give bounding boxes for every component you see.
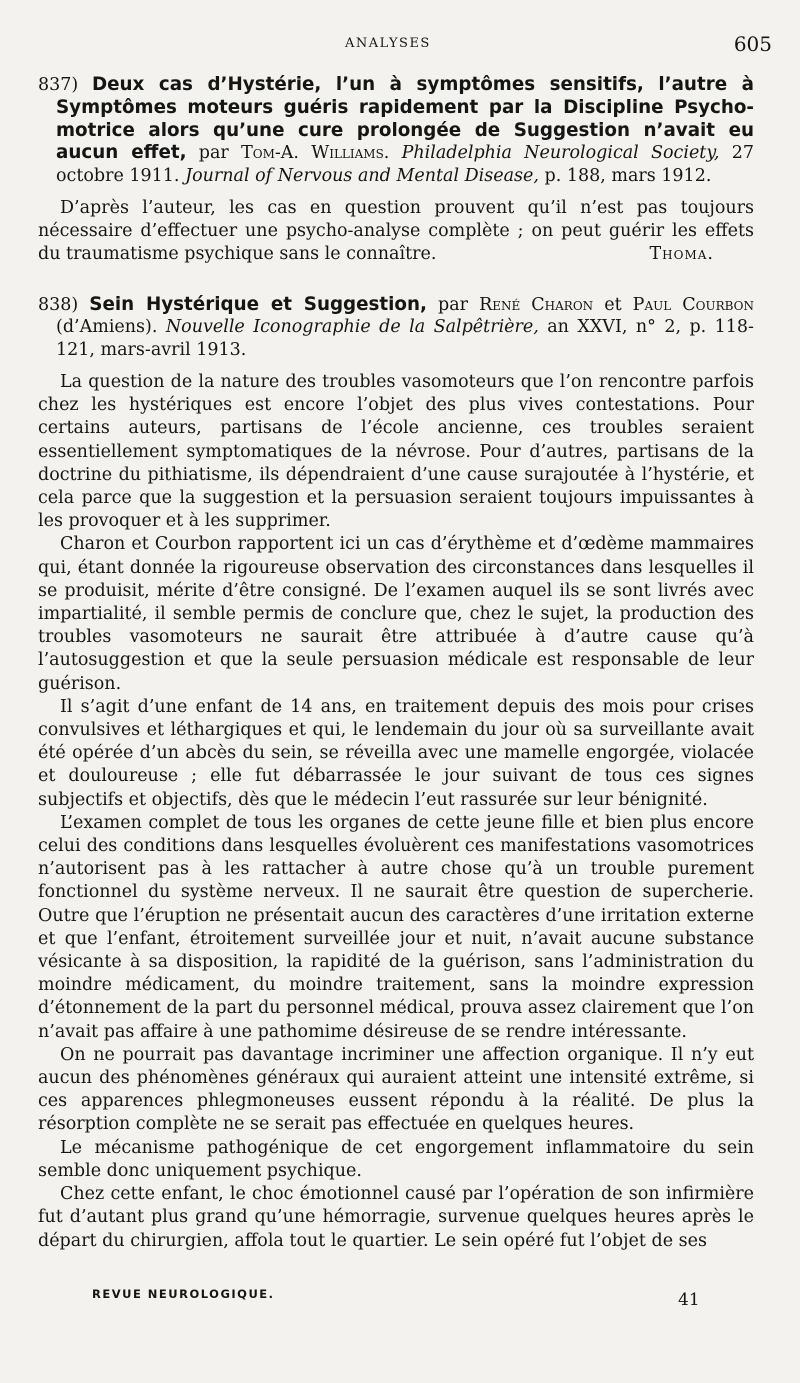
entry-paragraph: Charon et Courbon rapportent ici un cas d’érythème et d’œdème mammaires qui, étant donnée la rigoureuse observation des circonstances dans lesquelles il se produisit, mérite d’être consigné. De l’examen auquel ils se sont livrés avec impartialité, il semble permis de conclure que, chez le sujet, la production des troubles vasomoteurs ne saurait être attribuée à d’autre cause qu’à l’autosuggestion et que la seule persuasion médicale est responsable de leur guérison. [38,534,754,694]
entry-separator [38,267,754,294]
entry-journal: Journal of Nervous and Mental Disease, [185,166,539,187]
entry-author: Tom-A. Williams. [241,143,390,164]
entry-pages: p. 188, mars 1912. [544,166,712,187]
entry-title: Sein Hystérique et Suggestion, [89,293,427,315]
running-title: ANALYSES [345,36,431,51]
paragraph-text: D’après l’auteur, les cas en question prouvent qu’il n’est pas toujours nécessaire d’effectuer une psycho-analyse complète ; on peut guérir les effets du traumatisme psychique sans le connaître. [38,197,754,265]
entry-title: Deux cas d’Hystérie, l’un à symptômes sensitifs, l’autre à Symptômes moteurs guéris rapidement par la Discipline Psycho-motrice alors qu’une cure prolongée de Suggestion n’avait eu aucun effet, [56,74,754,164]
running-head [0,34,800,58]
entry-details: an XXVI, n° 2, p. 118-121, mars-avril 1913. [56,317,754,361]
signature-mark: 41 [678,1290,700,1310]
entry-heading [38,294,754,362]
page-content [38,74,754,1253]
by-word: par [438,294,469,315]
abstract-entry-837 [38,74,754,267]
entry-journal: Nouvelle Iconographie de la Salpêtrière, [165,317,539,338]
entry-affiliation: (d’Amiens). [56,317,158,338]
abstract-entry-838 [38,294,754,1253]
entry-paragraph: La question de la nature des troubles vasomoteurs que l’on rencontre parfois chez les hystériques est encore l’objet des plus vives contestations. Pour certains auteurs, partisans de l’école ancienne, ces troubles seraient essentiellement symptomatiques de la névrose. Pour d’autres, partisans de la doctrine du pithiatisme, ils dépendraient d’une cause surajoutée à l’hystérie, et cela parce que la suggestion et la persuasion seraient toujours impuissantes à les provoquer et à les supprimer. [38,371,754,532]
conjunction: et [604,294,622,315]
footer-journal-name: REVUE NEUROLOGIQUE. [92,1287,275,1301]
entry-heading [38,74,754,188]
entry-author: Paul Courbon [632,294,754,315]
entry-body [38,197,754,267]
entry-number: 838) [38,294,79,315]
entry-date: 27 octobre 1911. [56,143,754,187]
entry-paragraph: Le mécanisme pathogénique de cet engorgement inflammatoire du sein semble donc uniquement psychique. [38,1137,754,1181]
entry-paragraph: Il s’agit d’une enfant de 14 ans, en traitement depuis des mois pour crises convulsives et léthargiques et qui, le lendemain du jour où sa surveillante avait été opérée d’un abcès du sein, se réveilla avec une mamelle engorgée, violacée et douloureuse ; elle fut débarrassée le jour suivant de tous ces signes subjectifs et objectifs, dès que le médecin l’eut rassurée sur leur bénignité. [38,696,754,810]
entry-body [38,371,754,1253]
entry-paragraph: Chez cette enfant, le choc émotionnel causé par l’opération de son infirmière fut d’autant plus grand qu’une hémorragie, survenue quelques heures après le départ du chirurgien, affola tout le quartier. Le sein opéré fut l’objet de ses [38,1184,754,1251]
entry-author: René Charon [479,294,594,315]
entry-paragraph [38,197,754,267]
entry-paragraph: L’examen complet de tous les organes de cette jeune fille et bien plus encore celui des conditions dans lesquelles évoluèrent ces manifestations vasomotrices n’autorisent pas à les rattacher à autre chose qu’à un trouble purement fonctionnel du système nerveux. Il ne saurait être question de supercherie. Outre que l’éruption ne présentait aucun des caractères d’une irritation externe et que l’enfant, étroitement surveillée jour et nuit, n’avait aucune substance vésicante à sa disposition, la rapidité de la guérison, sans l’administration du moindre médicament, du moindre traitement, sans la moindre expression d’étonnement de la part du personnel médical, prouva assez clairement que l’on n’avait pas affaire à une pathomime désireuse de se rendre intéressante. [38,812,754,1042]
by-word: par [198,143,229,164]
entry-paragraph: On ne pourrait pas davantage incriminer une affection organique. Il n’y eut aucun des phénomènes généraux qui auraient atteint une intensité extrême, si ces apparences phlegmoneuses eussent répondu à la réalité. De plus la résorption complète ne se serait pas effectuée en quelques heures. [38,1044,754,1135]
entry-number: 837) [38,75,79,95]
entry-source: Philadelphia Neurological Society, [401,143,720,164]
page-number: 605 [733,32,772,56]
reviewer-signature: Thoma. [649,244,714,265]
